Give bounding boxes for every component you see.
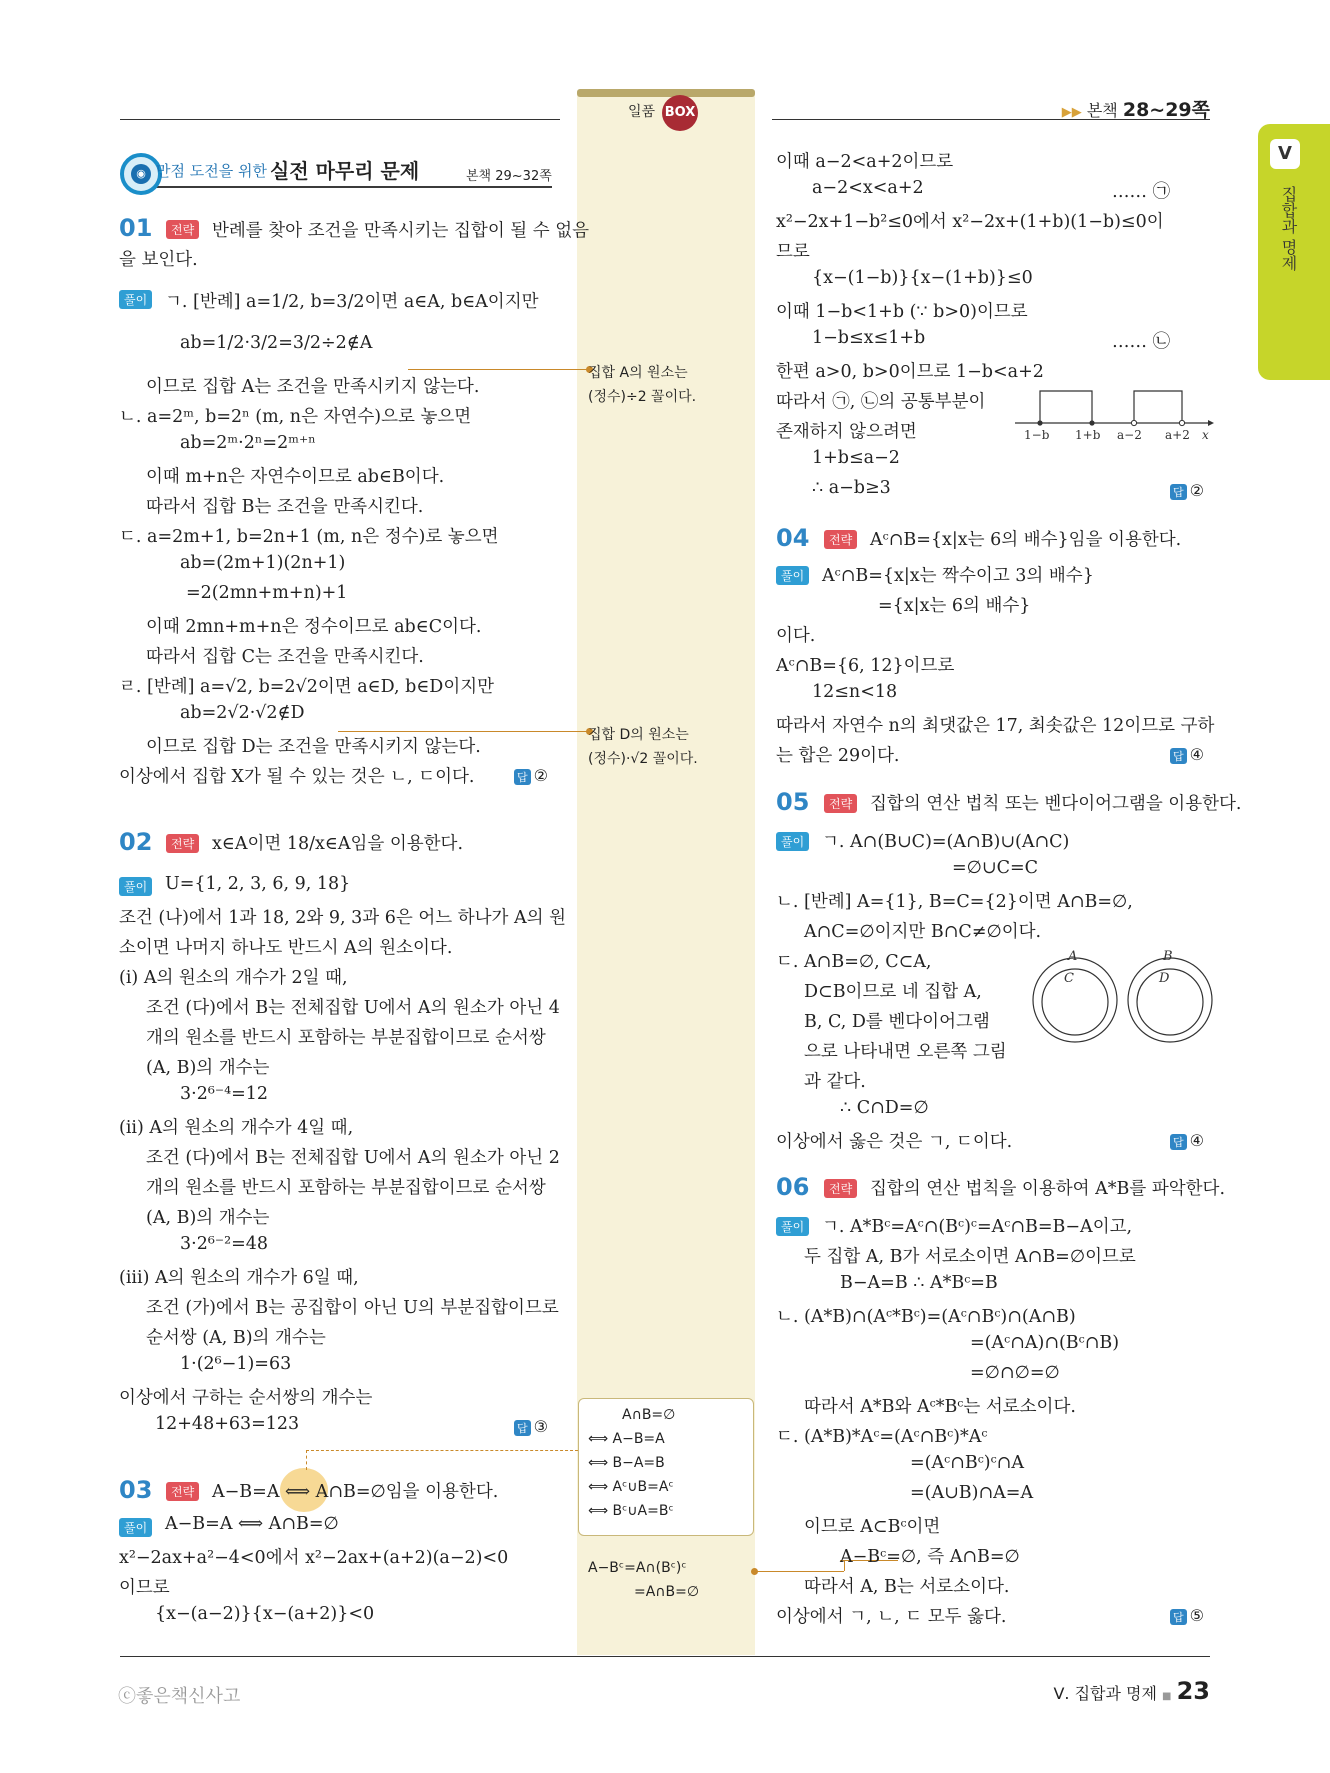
text-line: ㄱ. A*Bᶜ=Aᶜ∩(Bᶜ)ᶜ=Aᶜ∩B=B−A이고, bbox=[822, 1217, 1133, 1237]
header-line-left bbox=[120, 119, 560, 120]
problem-number: 05 bbox=[776, 788, 810, 816]
text-line: 이때 m+n은 자연수이므로 ab∈B이다. bbox=[146, 467, 445, 487]
book-reference bbox=[1062, 95, 1210, 122]
page-number: 23 bbox=[1176, 1677, 1210, 1705]
text-line: 따라서 A, B는 서로소이다. bbox=[804, 1577, 1010, 1597]
box-note: ⟺ Bᶜ∪A=Bᶜ bbox=[588, 1503, 674, 1519]
answer-tag: 답 bbox=[514, 1420, 531, 1436]
answer-value: ② bbox=[1189, 481, 1204, 500]
text-line: =∅∪C=C bbox=[952, 858, 1039, 878]
venn-set-d bbox=[1137, 969, 1203, 1035]
box-column-top bbox=[577, 89, 755, 97]
text-line: 따라서 집합 C는 조건을 만족시킨다. bbox=[146, 647, 424, 667]
strategy-tag: 전략 bbox=[824, 794, 857, 813]
text-line: 조건 (나)에서 1과 18, 2와 9, 3과 6은 어느 하나가 A의 원 bbox=[119, 908, 567, 928]
text-line: ab=1/2·3/2=3/2÷2∉A bbox=[180, 333, 373, 353]
text-line: ab=(2m+1)(2n+1) bbox=[180, 553, 346, 573]
answer-value: ④ bbox=[1189, 1131, 1204, 1150]
answer-value: ③ bbox=[533, 1417, 548, 1436]
text-line: 12≤n<18 bbox=[812, 682, 898, 702]
text-line: B, C, D를 벤다이어그램 bbox=[804, 1012, 990, 1032]
text-line: 이다. bbox=[776, 626, 816, 646]
text-line: 이상에서 집합 X가 될 수 있는 것은 ㄴ, ㄷ이다. bbox=[119, 767, 475, 787]
text-line: ∴ a−b≥3 bbox=[812, 478, 891, 498]
text-line: 소이면 나머지 하나도 반드시 A의 원소이다. bbox=[119, 938, 453, 958]
answer-tag: 답 bbox=[514, 769, 531, 785]
text-line: x²−2ax+a²−4<0에서 x²−2ax+(a+2)(a−2)<0 bbox=[119, 1548, 509, 1568]
leader-line bbox=[338, 731, 590, 732]
section-subtitle: 만점 도전을 위한 bbox=[156, 162, 267, 180]
box-note: 집합 A의 원소는 bbox=[588, 365, 688, 381]
answer-badge bbox=[514, 1417, 548, 1436]
answer-badge bbox=[1170, 1606, 1204, 1625]
text-line: x∈A이면 18/x∈A임을 이용한다. bbox=[212, 834, 464, 854]
strategy-tag: 전략 bbox=[166, 220, 199, 239]
text-line: A∩C=∅이지만 B∩C≠∅이다. bbox=[804, 922, 1042, 942]
text-line: A−Bᶜ=∅, 즉 A∩B=∅ bbox=[840, 1547, 1020, 1567]
text-line: 므로 bbox=[776, 242, 810, 262]
point-marker bbox=[1089, 420, 1094, 425]
text-line: x²−2x+1−b²≤0에서 x²−2x+(1+b)(1−b)≤0이 bbox=[776, 212, 1164, 232]
text-line: 집합의 연산 법칙 또는 벤다이어그램을 이용한다. bbox=[870, 794, 1242, 814]
text-line: 따라서 집합 B는 조건을 만족시킨다. bbox=[146, 497, 424, 517]
answer-tag: 답 bbox=[1170, 484, 1187, 500]
text-line: 3·2⁶⁻²=48 bbox=[180, 1234, 269, 1254]
problem-number: 04 bbox=[776, 524, 810, 552]
text-line: 이므로 bbox=[119, 1578, 170, 1598]
text-line: 집합의 연산 법칙을 이용하여 A*B를 파악한다. bbox=[870, 1179, 1226, 1199]
text-line: 이때 2mn+m+n은 정수이므로 ab∈C이다. bbox=[146, 617, 482, 637]
solution-tag: 풀이 bbox=[119, 877, 152, 896]
text-line: 1−b≤x≤1+b bbox=[812, 328, 926, 348]
ref-prefix: 본책 bbox=[1086, 101, 1118, 120]
answer-badge bbox=[1170, 745, 1204, 764]
box-note: A−Bᶜ=A∩(Bᶜ)ᶜ bbox=[588, 1560, 687, 1576]
problem-number: 01 bbox=[119, 214, 153, 242]
venn-set-c bbox=[1042, 969, 1108, 1035]
arrow-right-icon bbox=[1208, 420, 1214, 426]
footer-line bbox=[120, 1656, 1210, 1657]
text-line: 반례를 찾아 조건을 만족시키는 집합이 될 수 없음 bbox=[212, 221, 590, 241]
text-line: a−2<x<a+2 bbox=[812, 178, 924, 198]
double-arrow-icon: ▶▶ bbox=[1061, 105, 1082, 120]
problem-number: 06 bbox=[776, 1173, 810, 1201]
text-line: 존재하지 않으려면 bbox=[776, 422, 917, 442]
text-line: 따라서 자연수 n의 최댓값은 17, 최솟값은 12이므로 구하 bbox=[776, 716, 1215, 736]
box-note: 집합 D의 원소는 bbox=[588, 727, 689, 743]
axis-tick-label: 1+b bbox=[1075, 428, 1101, 442]
text-line: …… ㉠ bbox=[1112, 182, 1171, 202]
solution-tag: 풀이 bbox=[776, 1217, 809, 1236]
axis-tick-label: 1−b bbox=[1024, 428, 1050, 442]
box-note: ⟺ Aᶜ∪B=Aᶜ bbox=[588, 1479, 674, 1495]
text-line: 조건 (다)에서 B는 전체집합 U에서 A의 원소가 아닌 2 bbox=[146, 1148, 560, 1168]
text-line: 이상에서 옳은 것은 ㄱ, ㄷ이다. bbox=[776, 1132, 1013, 1152]
chapter-number: V bbox=[1270, 139, 1300, 169]
solution-tag: 풀이 bbox=[776, 832, 809, 851]
section-underline bbox=[132, 186, 552, 188]
venn-diagram bbox=[1030, 948, 1215, 1048]
text-line: {x−(1−b)}{x−(1+b)}≤0 bbox=[812, 268, 1033, 288]
text-line: 조건 (다)에서 B는 전체집합 U에서 A의 원소가 아닌 4 bbox=[146, 998, 560, 1018]
leader-line bbox=[408, 369, 590, 370]
number-line-figure bbox=[1010, 385, 1215, 445]
chapter-title: 집합과 명제 bbox=[1279, 186, 1298, 272]
separator-icon: ■ bbox=[1162, 1691, 1172, 1702]
text-line: ㄷ. (A*B)*Aᶜ=(Aᶜ∩Bᶜ)*Aᶜ bbox=[776, 1427, 988, 1447]
box-note: =A∩B=∅ bbox=[634, 1584, 700, 1600]
solution-tag: 풀이 bbox=[776, 566, 809, 585]
text-line: Aᶜ∩B={x|x는 짝수이고 3의 배수} bbox=[822, 566, 1094, 586]
axis-tick-label: a+2 bbox=[1165, 428, 1190, 442]
text-line: 한편 a>0, b>0이므로 1−b<a+2 bbox=[776, 362, 1044, 382]
answer-value: ② bbox=[533, 766, 548, 785]
text-line: 3·2⁶⁻⁴=12 bbox=[180, 1084, 269, 1104]
problem-number: 02 bbox=[119, 828, 153, 856]
interval-bracket-2 bbox=[1134, 391, 1182, 423]
section-reference: 본책 29~32쪽 bbox=[466, 169, 552, 184]
answer-tag: 답 bbox=[1170, 748, 1187, 764]
text-line: ㄷ. A∩B=∅, C⊂A, bbox=[776, 952, 932, 972]
box-note: (정수)÷2 꼴이다. bbox=[588, 389, 697, 405]
text-line: (A, B)의 개수는 bbox=[146, 1058, 270, 1078]
text-line: 이므로 집합 D는 조건을 만족시키지 않는다. bbox=[146, 737, 481, 757]
text-line: 따라서 A*B와 Aᶜ*Bᶜ는 서로소이다. bbox=[804, 1397, 1076, 1417]
venn-label-d: D bbox=[1159, 971, 1170, 986]
venn-set-a bbox=[1033, 958, 1117, 1042]
box-note: (정수)·√2 꼴이다. bbox=[588, 751, 698, 767]
text-line: ab=2√2·√2∉D bbox=[180, 703, 305, 723]
text-line: ㄱ. [반례] a=1/2, b=3/2이면 a∈A, b∈A이지만 bbox=[165, 292, 539, 312]
strategy-tag: 전략 bbox=[824, 530, 857, 549]
text-line: =(A∪B)∩A=A bbox=[910, 1483, 1034, 1503]
point-marker bbox=[1131, 420, 1136, 425]
section-title: 실전 마무리 문제 bbox=[270, 159, 420, 183]
text-line: ab=2ᵐ·2ⁿ=2ᵐ⁺ⁿ bbox=[180, 433, 316, 453]
text-line: (ii) A의 원소의 개수가 4일 때, bbox=[119, 1118, 354, 1138]
venn-label-a: A bbox=[1068, 949, 1078, 964]
text-line: (i) A의 원소의 개수가 2일 때, bbox=[119, 968, 348, 988]
text-line: 이상에서 구하는 순서쌍의 개수는 bbox=[119, 1388, 373, 1408]
text-line: =(Aᶜ∩A)∩(Bᶜ∩B) bbox=[970, 1333, 1120, 1353]
text-line: ㄹ. [반례] a=√2, b=2√2이면 a∈D, b∈D이지만 bbox=[119, 677, 495, 697]
answer-badge bbox=[514, 766, 548, 785]
box-note: A∩B=∅ bbox=[622, 1407, 676, 1423]
text-line: 이때 a−2<a+2이므로 bbox=[776, 152, 954, 172]
text-line: ㄴ. [반례] A={1}, B=C={2}이면 A∩B=∅, bbox=[776, 892, 1133, 912]
venn-label-b: B bbox=[1163, 949, 1173, 964]
answer-tag: 답 bbox=[1170, 1134, 1187, 1150]
interval-bracket-1 bbox=[1040, 391, 1092, 423]
text-line: 과 같다. bbox=[804, 1072, 866, 1092]
leader-line bbox=[754, 1571, 844, 1572]
text-line: A−B=A ⟺ A∩B=∅임을 이용한다. bbox=[212, 1482, 499, 1502]
venn-label-c: C bbox=[1064, 971, 1074, 986]
text-line: U={1, 2, 3, 6, 9, 18} bbox=[165, 874, 351, 894]
text-line: 순서쌍 (A, B)의 개수는 bbox=[146, 1328, 326, 1348]
text-line: {x−(a−2)}{x−(a+2)}<0 bbox=[155, 1604, 375, 1624]
text-line: 개의 원소를 반드시 포함하는 부분집합이므로 순서쌍 bbox=[146, 1178, 546, 1198]
publisher-credit: ⓒ좋은책신사고 bbox=[118, 1686, 241, 1707]
text-line: =2(2mn+m+n)+1 bbox=[186, 583, 348, 603]
venn-set-b bbox=[1128, 958, 1212, 1042]
text-line: 으로 나타내면 오른쪽 그림 bbox=[804, 1042, 1007, 1062]
text-line: ㄴ. (A*B)∩(Aᶜ*Bᶜ)=(Aᶜ∩Bᶜ)∩(A∩B) bbox=[776, 1307, 1076, 1327]
strategy-tag: 전략 bbox=[824, 1179, 857, 1198]
text-line: ㄷ. a=2m+1, b=2n+1 (m, n은 정수)로 놓으면 bbox=[119, 527, 499, 547]
text-line: ㄱ. A∩(B∪C)=(A∩B)∪(A∩C) bbox=[822, 832, 1070, 852]
text-line: A−B=A ⟺ A∩B=∅ bbox=[165, 1514, 339, 1534]
text-line: ={x|x는 6의 배수} bbox=[878, 596, 1031, 616]
answer-value: ⑤ bbox=[1189, 1606, 1204, 1625]
text-line: (A, B)의 개수는 bbox=[146, 1208, 270, 1228]
text-line: =(Aᶜ∩Bᶜ)ᶜ∩A bbox=[910, 1453, 1024, 1473]
answer-value: ④ bbox=[1189, 745, 1204, 764]
text-line: =∅∩∅=∅ bbox=[970, 1363, 1060, 1383]
leader-dashed bbox=[306, 1450, 578, 1451]
point-marker bbox=[1037, 420, 1042, 425]
solution-tag: 풀이 bbox=[119, 290, 152, 309]
text-line: B−A=B ∴ A*Bᶜ=B bbox=[840, 1273, 998, 1293]
text-line: 이므로 A⊂Bᶜ이면 bbox=[804, 1517, 941, 1537]
answer-badge bbox=[1170, 481, 1204, 500]
text-line: ㄴ. a=2ᵐ, b=2ⁿ (m, n은 자연수)으로 놓으면 bbox=[119, 407, 472, 427]
problem-number: 03 bbox=[119, 1476, 153, 1504]
leader-dashed bbox=[306, 1450, 307, 1470]
text-line: 두 집합 A, B가 서로소이면 A∩B=∅이므로 bbox=[804, 1247, 1136, 1267]
box-note: ⟺ B−A=B bbox=[588, 1455, 665, 1471]
text-line: 1+b≤a−2 bbox=[812, 448, 900, 468]
point-marker bbox=[1179, 420, 1184, 425]
text-line: 조건 (가)에서 B는 공집합이 아닌 U의 부분집합이므로 bbox=[146, 1298, 559, 1318]
text-line: 는 합은 29이다. bbox=[776, 746, 900, 766]
text-line: …… ㉡ bbox=[1112, 332, 1171, 352]
text-line: 이때 1−b<1+b (∵ b>0)이므로 bbox=[776, 302, 1028, 322]
strategy-tag: 전략 bbox=[166, 1482, 199, 1501]
text-line: ∴ C∩D=∅ bbox=[840, 1098, 929, 1118]
strategy-tag: 전략 bbox=[166, 834, 199, 853]
chapter-name: Ⅴ. 집합과 명제 bbox=[1053, 1684, 1157, 1703]
target-icon: ◉ bbox=[131, 164, 151, 184]
text-line: 개의 원소를 반드시 포함하는 부분집합이므로 순서쌍 bbox=[146, 1028, 546, 1048]
text-line: (iii) A의 원소의 개수가 6일 때, bbox=[119, 1268, 359, 1288]
box-badge: BOX bbox=[662, 95, 698, 131]
text-line: D⊂B이므로 네 집합 A, bbox=[804, 982, 982, 1002]
text-line: 이므로 집합 A는 조건을 만족시키지 않는다. bbox=[146, 377, 480, 397]
page-footer bbox=[1053, 1677, 1210, 1705]
ref-pages: 28~29쪽 bbox=[1122, 99, 1210, 121]
text-line: 을 보인다. bbox=[119, 250, 198, 270]
text-line: Aᶜ∩B={x|x는 6의 배수}임을 이용한다. bbox=[870, 530, 1182, 550]
text-line: Aᶜ∩B={6, 12}이므로 bbox=[776, 656, 955, 676]
text-line: 1·(2⁶−1)=63 bbox=[180, 1354, 292, 1374]
answer-badge bbox=[1170, 1131, 1204, 1150]
text-line: 따라서 ㉠, ㉡의 공통부분이 bbox=[776, 392, 986, 412]
text-line: 12+48+63=123 bbox=[155, 1414, 300, 1434]
axis-tick-label: x bbox=[1202, 428, 1209, 442]
text-line: 이상에서 ㄱ, ㄴ, ㄷ 모두 옳다. bbox=[776, 1607, 1007, 1627]
box-note: ⟺ A−B=A bbox=[588, 1431, 665, 1447]
answer-tag: 답 bbox=[1170, 1609, 1187, 1625]
box-label: 일품 bbox=[628, 104, 656, 120]
solution-tag: 풀이 bbox=[119, 1518, 152, 1537]
axis-tick-label: a−2 bbox=[1117, 428, 1142, 442]
